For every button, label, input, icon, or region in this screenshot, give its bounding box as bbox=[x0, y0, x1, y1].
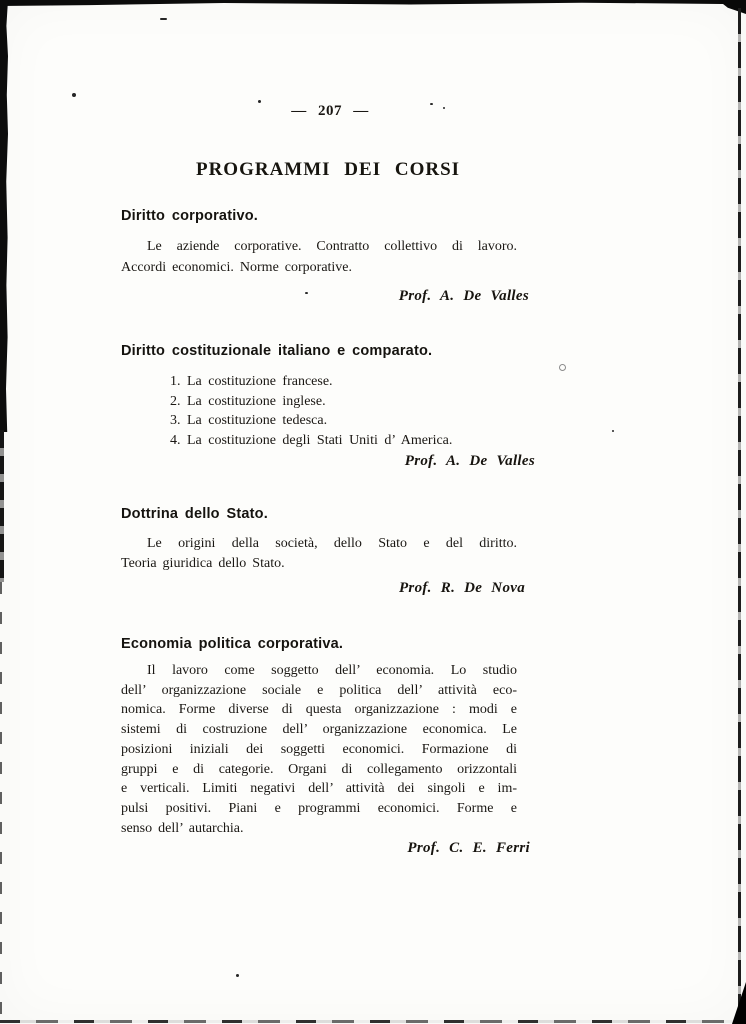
body-line: sistemi di costruzione dell’ organizzazione economica. Le bbox=[121, 722, 517, 738]
section-heading-economia-politica: Economia politica corporativa. bbox=[121, 636, 344, 652]
constitution-list bbox=[170, 372, 452, 450]
list-item: 3. La costituzione tedesca. bbox=[170, 413, 328, 428]
scan-edge-left-faint bbox=[0, 582, 2, 1024]
list-item: 2. La costituzione inglese. bbox=[170, 393, 326, 409]
scan-corner-top-right bbox=[718, 0, 746, 14]
scan-edge-left-fade bbox=[0, 430, 4, 582]
list-item: 1. La costituzione francese. bbox=[170, 374, 333, 389]
section-body-economia-politica bbox=[121, 661, 517, 838]
professor-signature: Prof. C. E. Ferri bbox=[407, 840, 530, 856]
body-line: e verticali. Limiti negativi dell’ attività dei singoli e im- bbox=[121, 781, 517, 797]
list-item: 4. La costituzione degli Stati Uniti d’ America. bbox=[170, 432, 453, 448]
body-line: Teoria giuridica dello Stato. bbox=[121, 556, 285, 572]
body-line: Accordi economici. Norme corporative. bbox=[121, 259, 353, 275]
professor-signature: Prof. A. De Valles bbox=[398, 288, 529, 304]
section-body-dottrina-stato bbox=[121, 534, 517, 575]
scan-edge-right bbox=[738, 8, 741, 1016]
professor-signature: Prof. A. De Valles bbox=[404, 453, 535, 469]
section-heading-diritto-corporativo: Diritto corporativo. bbox=[121, 208, 259, 224]
text-column bbox=[121, 0, 535, 1024]
body-line: Le origini della società, dello Stato e del diritto. bbox=[147, 536, 517, 551]
professor-signature: Prof. R. De Nova bbox=[398, 580, 525, 596]
section-heading-diritto-costituzionale: Diritto costituzionale italiano e comparato. bbox=[121, 343, 433, 359]
body-line: senso dell’ autarchia. bbox=[121, 820, 244, 836]
section-heading-dottrina-stato: Dottrina dello Stato. bbox=[121, 506, 268, 522]
body-line: Le aziende corporative. Contratto collettivo di lavoro. bbox=[147, 239, 517, 254]
page-title: PROGRAMMI DEI CORSI bbox=[195, 159, 461, 180]
body-line: nomica. Forme diverse di questa organizzazione : modi e bbox=[121, 702, 517, 718]
body-line: pulsi positivi. Piani e programmi economici. Forme e bbox=[121, 800, 517, 816]
scan-speck bbox=[72, 93, 76, 97]
body-line: Il lavoro come soggetto dell’ economia. Lo studio bbox=[147, 663, 517, 678]
scan-speck bbox=[612, 430, 614, 432]
scan-ring-mark bbox=[559, 364, 566, 371]
scan-edge-left-binding bbox=[0, 0, 8, 432]
section-body-diritto-corporativo bbox=[121, 237, 517, 278]
body-line: posizioni iniziali dei soggetti economici. Formazione di bbox=[121, 741, 517, 757]
body-line: gruppi e di categorie. Organi di collegamento orizzontali bbox=[121, 761, 517, 777]
body-line: dell’ organizzazione sociale e politica dell’ attività eco- bbox=[121, 682, 517, 698]
page-number: — 207 — bbox=[291, 103, 369, 119]
